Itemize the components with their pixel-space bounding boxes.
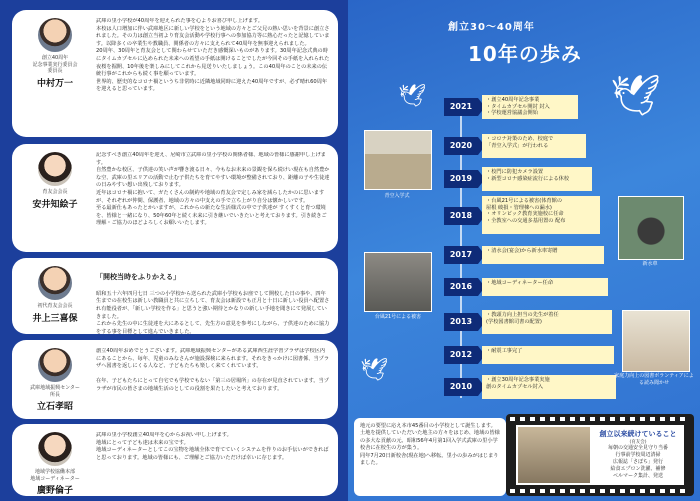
film-strip xyxy=(506,414,694,496)
film-list: 毎朝の交通安全見守り当番 行事前学校周辺清掃 広報誌「さぼち」発行 給食エプロン洗濯、補修 ベルマーク集計、発送 xyxy=(607,445,668,479)
portrait xyxy=(18,18,92,89)
event-2016: ・地域コーディネーター任命 xyxy=(482,278,608,296)
portrait xyxy=(18,432,92,496)
person-role: 創立40周年 記念事業実行委員会 委員長 xyxy=(32,55,78,74)
avatar xyxy=(38,18,72,52)
message-text: 創立40周年おめでとうございます。武庫地域振興センターがある武庫西生涯学習プラザは学校区内にあることから、毎年、児童のみなさんが施設探検に来られます。それをきっかけに図書係、当プラザへ図書を返しにくる人など、子どもたちも楽しく来てくれています。 在年、子どもたちにとって自宅でも学校でもない「第三の居場所」の存在が見直されています。当プラザが市民の皆さまの地域生活のとしての役割を果たしたいと考えております。 xyxy=(96,348,330,392)
portrait xyxy=(18,152,92,210)
founding-note: 地元の要望に応え本市45番目の小学校として誕生します。 土地を提供していただいた地主の方々をはじめ、地域の皆様の多大な貢献の元、昭和56年4月第1回入学式武庫の里小学校舎に在校生の方が集う。 同年7月20日新校舎(現在地)へ移転。里小の歩みがはじまりました。 xyxy=(354,418,506,496)
photo-caption: 新水車 xyxy=(642,261,658,267)
year-2013: 2013 xyxy=(444,313,478,331)
message-card-pta-president xyxy=(12,144,338,252)
avatar xyxy=(38,266,72,300)
person-role: 初代育友会会長 xyxy=(37,303,73,309)
person-name: 井上三喜保 xyxy=(32,313,78,324)
person-name: 廣野倫子 xyxy=(36,486,73,496)
event-2018: ・台風21号による被害(体育館の 屋根 破損・管理棟への漏水) ・オリンピック教育実施校に任命 ・全教室への交通多基用置の 配布 xyxy=(482,196,600,234)
film-subtitle: (育友会) xyxy=(629,440,647,445)
photo-caption: 家庭力向上の図書ボランティアによる読み聞かせ xyxy=(614,373,694,386)
dove-icon: 🕊 xyxy=(360,358,388,383)
photo-caption: 台風21号による被害 xyxy=(374,314,422,320)
year-2012: 2012 xyxy=(444,346,478,364)
portrait xyxy=(18,266,92,324)
message-text: 武庫の里小学校創立40周年を心からお祝い申し上げます。 地域にとって子ども達は未来の宝です。 地域コーディネーターとしてこの宝物を地域全体で育てていくシステムを作りのお手伝いができればと思っております。地域の皆様にも、ご理解とご協力いただけば幸いに存じます。 xyxy=(96,432,329,461)
year-2019: 2019 xyxy=(444,170,478,188)
avatar xyxy=(38,348,72,382)
messages-column xyxy=(0,0,348,501)
event-2020: ・コロナ対策のため、校庭で 「青空入学式」が行われる xyxy=(482,134,586,158)
event-2019: ・校門に防犯カメラ設置 ・新型コロナ感染症流行による休校 xyxy=(482,167,592,191)
year-2010: 2010 xyxy=(444,378,478,396)
year-2020: 2020 xyxy=(444,137,478,155)
photo-caption: 青空入学式 xyxy=(384,193,410,199)
avatar xyxy=(38,432,72,466)
message-card-center-director xyxy=(12,340,338,419)
photo-typhoon-damage xyxy=(364,252,432,312)
year-2021: 2021 xyxy=(444,98,478,116)
person-name: 立石孝昭 xyxy=(36,402,73,412)
event-2012: ・耐震工事完了 xyxy=(482,346,614,364)
message-text: 昭和五十六年四月七日 三つの小学校から送られた武庫小学校もお座でして開校した日の事や、四年生までの在校生は新しい教職員と共に立ちして、育友会は新設でも正月と十日に新しい役員へ配置され有能役者が、「新しい学校を作る」と思うと強い期待とかなりの新しい手地を聞きにて発展していきました。 これから先生の中に生徒達を大にあるとして、先生方の意見を参考にしながら、子供達のために協力をする事を目標として進んでいきました。 xyxy=(96,290,330,334)
event-2017: ・清水会(宴会)から新水車寄贈 xyxy=(482,246,604,264)
message-text: 記念すべき創立40周年を迎え、尼崎市立武庫の里小学校の関係者様、地域の皆様に感謝申し上げます。 自然豊かな校区、子供達の笑い声が響き渡る日々、今もなお未来の景観を保ち続けい現在も自然豊かな空、武庫の里エリアの活動で止む子供たちを育てやすい環境が整備されており、距離の子や生徒達の日みやすい想い出残しております。 近年はコロナ禍に抱いて、ガたくさんの制約や地域の育友会で定しみ家を減らしたかのに思いますが、それぞれが仲間、保護者、地域の方々の中支えの手で立ち上がり自分は懐かしいです。 至る最新仕もあったとかいますが、これからの新たな生活様式の中で子供達が すくすくと育つ環境を、皆様と一緒になり、50年60年と続く未来に引き継いでいきたいと考えております。引き続きご理解・ご協力のほどよろしくお願いいたします。 xyxy=(96,152,330,227)
event-2021: ・創立40周年記念事業 ・タイムカプセル開封 封入 ・学校運営協議会開始 xyxy=(482,95,578,119)
message-card-first-pta-president xyxy=(12,258,338,334)
photo-story-reading xyxy=(622,310,690,372)
dove-icon: 🕊 xyxy=(398,84,426,109)
year-2016: 2016 xyxy=(444,278,478,296)
message-card-chairman xyxy=(12,10,338,137)
person-role: 地域学校協働本部 地域コーディネーター xyxy=(30,469,80,482)
event-2013: ・教頭力向上担当の先生が着任 (学校図書館司書の配置) xyxy=(482,310,612,334)
event-2010: ・創立30周年記念事業実施 創のタイムカプセル封入 xyxy=(482,375,616,399)
film-title-text: 創立以来続けていること xyxy=(599,430,677,438)
portrait xyxy=(18,348,92,412)
message-text: 武庫の里小学校が40周年を迎えられた事を心よりお喜び申し上げます。 本校は人口増加に伴い武庫地区に新しい学校をという地域の方々とご父兄の熱い思いを背景に創立されました。その力は創立当初より育友会活動や学校行事への参加協力等に熱心だったと記憶しています。以降多くの卒業生や教職員、関係者の方々に支えられて40周年を無事迎えられました。 20周年、30周年と育友会として関わらせていただき感慨深いものがあります。30周年記念式典の時にタイムカプセルに込められた未来への希望の手紙は開けることでしたが今回その手紙を入れられた夜桜を掘開、10年後を楽しみにしてこれから見送りいたしましょう。この40周年のことの未来の伝統行事がこれからも続く事を願っています。 世界的、歴史的なコロナ禍というち非常時に近隣地域同時に迎えた40周年ですが、必ず晴れ60周年を迎えると思っています。 xyxy=(96,18,330,93)
person-role: 育友会会長 xyxy=(42,189,68,195)
quote-title: 「開校当時をふりかえる」 xyxy=(96,272,180,281)
year-2018: 2018 xyxy=(444,207,478,225)
message-text-block xyxy=(96,266,330,334)
person-name: 安井知絵子 xyxy=(32,199,78,210)
year-2017: 2017 xyxy=(444,246,478,264)
film-frame xyxy=(516,425,684,485)
person-role: 武庫地域振興センター 所長 xyxy=(30,385,80,398)
film-perforation xyxy=(510,489,690,493)
timeline-subtitle: 創立30～40周年 xyxy=(448,22,535,33)
person-name: 中村万一 xyxy=(36,78,73,89)
message-card-coordinator xyxy=(12,424,338,496)
film-title xyxy=(594,429,682,445)
avatar xyxy=(38,152,72,186)
photo-water-wheel xyxy=(618,196,684,260)
timeline-title: 10年の歩み xyxy=(468,42,582,66)
photo-outdoor-entrance-ceremony xyxy=(364,130,432,190)
dove-icon: 🕊 xyxy=(610,73,661,119)
photo-crossing-guard xyxy=(518,427,590,483)
film-perforation xyxy=(510,417,690,421)
